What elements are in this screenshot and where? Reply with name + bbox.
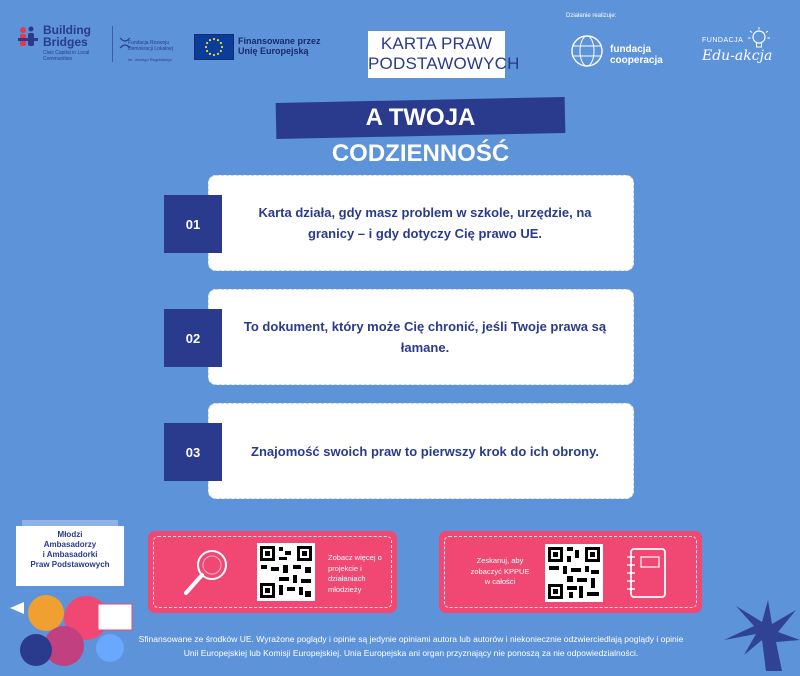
ambassadors-poster [6,518,146,671]
decorative-star-icon [716,600,800,671]
poster-line3: i Ambasadorki [42,550,98,559]
building-bridges-title-2: Bridges [43,35,88,49]
poster-line2: Ambasadorzy [43,540,97,549]
eu-flag [194,34,234,60]
qr-code-project[interactable] [257,543,315,601]
building-bridges-icon [18,26,40,48]
qr-code-icon-2 [545,544,603,602]
eu-funding-text [238,36,338,56]
qr-card-kppue [439,531,702,613]
item-number-1: 01 [164,195,222,253]
building-bridges-subtitle: Civic Capital in Local Communities [43,50,90,62]
item-card-1 [208,175,634,271]
page-subtitle: A TWOJA CODZIENNOŚĆ [331,104,510,167]
item-card-2 [208,289,634,385]
poster-line4: Praw Podstawowych [30,560,110,569]
fundacja-cooperacja-name [610,44,670,66]
poster-line1: Młodzi [57,530,83,539]
qr-card-project [148,531,397,613]
qr-code-kppue[interactable] [545,544,603,602]
item-text-2: To dokument, który może Cię chronić, jeśli Twoje prawa są łamane. [243,319,607,355]
fundacja-eduakcja-small: FUNDACJA [702,37,744,44]
eu-funding-line1: Finansowane przez [238,36,321,46]
building-bridges-logo [18,24,108,66]
page-title-line1: KARTA PRAW [380,34,493,53]
lightbulb-icon [746,26,772,52]
page-title [368,31,520,78]
fundacja-cooperacja-line2: cooperacja [610,55,663,66]
qr-card-project-text: Zobacz więcej o projekcie i działaniach młodzieży [328,553,382,594]
fundacja-eduakcja-name: Edu-akcja [702,48,773,64]
item-text-3: Znajomość swoich praw to pierwszy krok do ich obrony. [251,443,599,459]
implementer-label: Działanie realizuje: [566,13,617,19]
eu-stars-icon [195,35,233,59]
qr-code-icon [257,543,315,601]
fundacja-cooperacja-globe-icon [568,34,606,68]
building-bridges-title: Building [43,23,91,37]
item-text-1: Karta działa, gdy masz problem w szkole, urzędzie, na granicy – i gdy dotyczy Cię prawo UE. [258,205,592,241]
frdl-tagline: im. Jerzego Regulskiego [128,57,172,62]
eu-funding-line2: Unię Europejską [238,46,309,56]
item-card-3 [208,403,634,499]
notebook-icon [625,545,669,601]
disclaimer-line2: Unii Europejskiej lub Komisji Europejskiej. Unia Europejska ani organ przyznający nie ponoszą za nie odpowiedzialności. [183,648,639,658]
fundacja-cooperacja-line1: fundacja [610,44,652,55]
item-number-3: 03 [164,423,222,481]
magnifier-icon [178,545,234,601]
item-number-2: 02 [164,309,222,367]
qr-card-kppue-text: Zeskanuj, aby zobaczyć KPPUE w całości [470,556,530,586]
disclaimer-line1: Sfinansowane ze środków UE. Wyrażone poglądy i opinie są jedynie opiniami autora lub autorów i niekoniecznie odzwierciedlają poglądy i opinie [138,634,684,644]
page-title-line2: PODSTAWOWYCH [368,54,520,73]
funding-disclaimer [136,632,686,660]
frdl-name: Fundacja Rozwoju Demokracji Lokalnej [128,40,174,52]
logo-divider [112,26,113,62]
